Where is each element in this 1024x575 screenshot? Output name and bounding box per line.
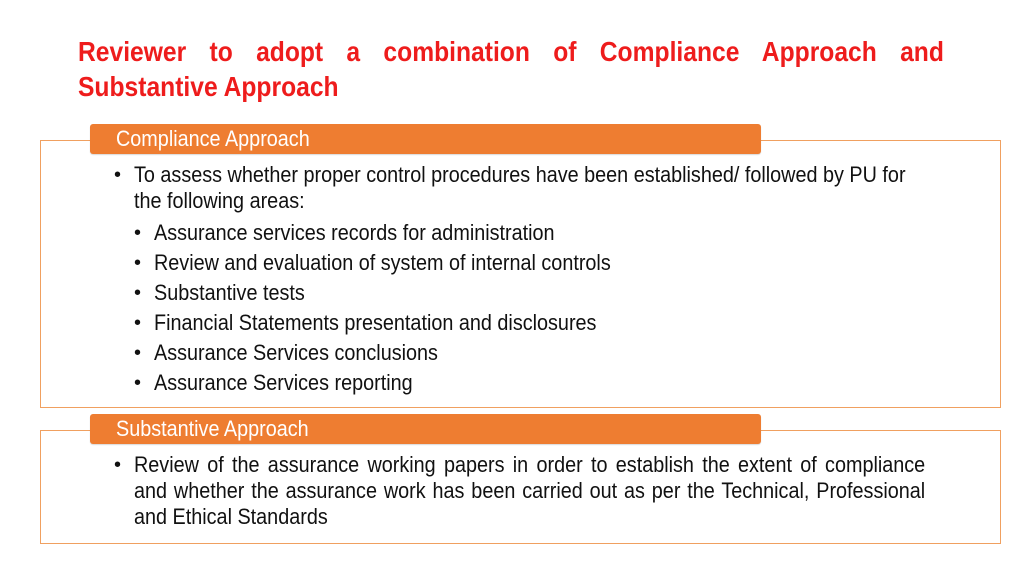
substantive-approach-content <box>114 452 926 534</box>
sub-list-item-text: Substantive tests <box>154 280 305 305</box>
bullet-icon: • <box>134 372 142 394</box>
compliance-approach-content <box>114 162 926 398</box>
list-item <box>114 452 926 530</box>
sub-list-item <box>134 278 926 308</box>
bullet-icon: • <box>134 252 142 274</box>
slide-title: Reviewer to adopt a combination of Compliance Approach and Substantive Approach <box>78 36 944 102</box>
bullet-icon: • <box>134 312 142 334</box>
sub-list-item <box>134 218 926 248</box>
list-item-text: Review of the assurance working papers in order to establish the extent of compliance and whether the assurance work has been carried out as per the Technical, Professional and Ethical Standards <box>134 452 926 529</box>
substantive-approach-heading <box>90 414 761 444</box>
sub-list-item-text: Review and evaluation of system of internal controls <box>154 250 611 275</box>
sub-list-item-text: Assurance Services conclusions <box>154 340 438 365</box>
sub-list-item-text: Assurance services records for administration <box>154 220 555 245</box>
bullet-icon: • <box>134 282 142 304</box>
compliance-approach-heading-label: Compliance Approach <box>116 126 310 151</box>
substantive-approach-heading-label: Substantive Approach <box>116 416 309 441</box>
compliance-approach-heading <box>90 124 761 154</box>
bullet-icon: • <box>114 454 122 476</box>
list-item-text: To assess whether proper control procedures have been established/ followed by PU for the following areas: <box>134 162 906 213</box>
sub-list-item-text: Financial Statements presentation and disclosures <box>154 310 597 335</box>
bullet-icon: • <box>114 164 122 186</box>
sub-list-item <box>134 368 926 398</box>
sub-list-item <box>134 308 926 338</box>
sub-list-item-text: Assurance Services reporting <box>154 370 413 395</box>
sub-list-item <box>134 338 926 368</box>
list-item <box>114 162 926 214</box>
bullet-icon: • <box>134 222 142 244</box>
sub-list-item <box>134 248 926 278</box>
bullet-icon: • <box>134 342 142 364</box>
